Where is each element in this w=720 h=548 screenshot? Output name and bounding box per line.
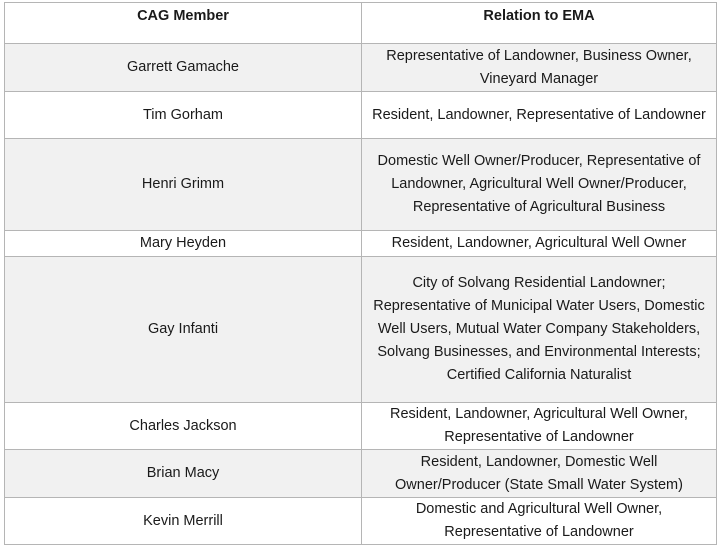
cell-relation: Resident, Landowner, Domestic Well Owner/Producer (State Small Water System) [362, 450, 717, 498]
cell-relation: Resident, Landowner, Representative of Landowner [362, 92, 717, 139]
table-row [5, 403, 717, 450]
table-row [5, 257, 717, 403]
cell-member: Tim Gorham [5, 92, 362, 139]
table-row [5, 139, 717, 231]
cell-member: Henri Grimm [5, 139, 362, 231]
cell-relation: Representative of Landowner, Business Owner, Vineyard Manager [362, 44, 717, 92]
cell-member: Garrett Gamache [5, 44, 362, 92]
cell-relation: City of Solvang Residential Landowner; Representative of Municipal Water Users, Domestic Well Users, Mutual Water Company Stakeholders, Solvang Businesses, and Environmental Interests; Certified California Naturalist [362, 257, 717, 403]
cell-member: Mary Heyden [5, 231, 362, 257]
cag-member-table [4, 2, 717, 545]
cell-relation: Domestic Well Owner/Producer, Representative of Landowner, Agricultural Well Owner/Producer, Representative of Agricultural Business [362, 139, 717, 231]
table-header-row [5, 3, 717, 44]
table-row [5, 44, 717, 92]
cell-member: Gay Infanti [5, 257, 362, 403]
cell-relation: Resident, Landowner, Agricultural Well Owner [362, 231, 717, 257]
table-row [5, 450, 717, 498]
table-row [5, 498, 717, 545]
table-row [5, 92, 717, 139]
cell-relation: Resident, Landowner, Agricultural Well Owner, Representative of Landowner [362, 403, 717, 450]
header-relation-to-ema: Relation to EMA [362, 3, 717, 44]
header-cag-member: CAG Member [5, 3, 362, 44]
cell-member: Charles Jackson [5, 403, 362, 450]
table-row [5, 231, 717, 257]
cell-member: Kevin Merrill [5, 498, 362, 545]
cell-member: Brian Macy [5, 450, 362, 498]
cell-relation: Domestic and Agricultural Well Owner, Representative of Landowner [362, 498, 717, 545]
